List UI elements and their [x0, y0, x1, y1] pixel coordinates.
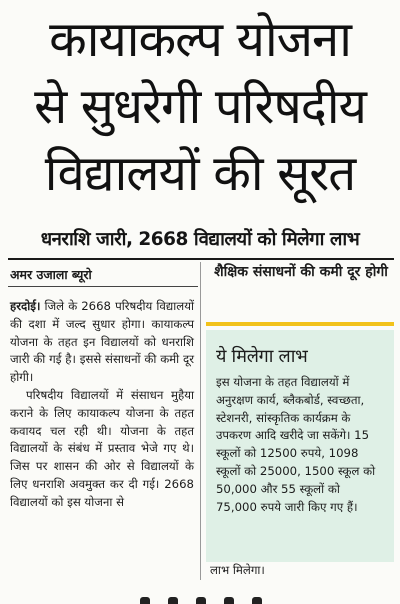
- accent-rule: [206, 322, 394, 326]
- dateline: हरदोई।: [10, 299, 41, 313]
- headline-line-1: कायाकल्प योजना: [49, 11, 351, 68]
- article-paragraph-1: [10, 298, 194, 387]
- article-body: [10, 298, 194, 512]
- pull-quote: शैक्षिक संसाधनों की कमी दूर होगी: [214, 264, 388, 280]
- top-divider: [8, 258, 394, 260]
- byline: अमर उजाला ब्यूरो: [10, 267, 92, 282]
- article-paragraph-2: परिषदीय विद्यालयों में संसाधन मुहैया कराने के लिए कायाकल्प योजना के तहत कवायद चल रही थी। योजना के तहत विद्यालयों के संबंध में प्रस्ताव भेजे गए थे। जिस पर शासन की ओर से विद्यालयों के लिए धनराशि अवमुक्त कर दी गई। 2668 विद्यालयों को इस योजना से: [10, 387, 194, 509]
- article-continuation: लाभ मिलेगा।: [210, 563, 265, 577]
- column-divider: [200, 262, 201, 580]
- paragraph-1-text: जिले के 2668 परिषदीय विद्यालयों की दशा में जल्द सुधार होगा। कायाकल्प योजना के तहत इन विद्यालयों को धनराशि जारी की गई है। इससे संसाधनों की कमी दूर होगी।: [10, 299, 195, 385]
- subheadline: धनराशि जारी, 2668 विद्यालयों को मिलेगा लाभ: [40, 229, 360, 250]
- benefits-box-text: इस योजना के तहत विद्यालयों में अनुरक्षण कार्य, ब्लैकबोर्ड, स्वच्छता, स्टेशनरी, सांस्कृतिक कार्यक्रम के उपकरण आदि खरीदे जा सकेंगे। 15 स्कूलों को 12500 रुपये, 1098 स्कूलों को 25000, 1500 स्कूल को 50,000 और 55 स्कूलों को 75,000 रुपये जारी किए गए हैं।: [216, 375, 376, 514]
- headline-line-2: से सुधरेगी परिषदीय: [34, 78, 366, 135]
- headline-line-3: विद्यालयों की सूरत: [44, 145, 356, 202]
- benefits-box: [206, 330, 394, 562]
- headline: [0, 6, 400, 207]
- benefits-box-title: ये मिलेगा लाभ: [216, 346, 308, 367]
- byline-divider: [8, 286, 198, 287]
